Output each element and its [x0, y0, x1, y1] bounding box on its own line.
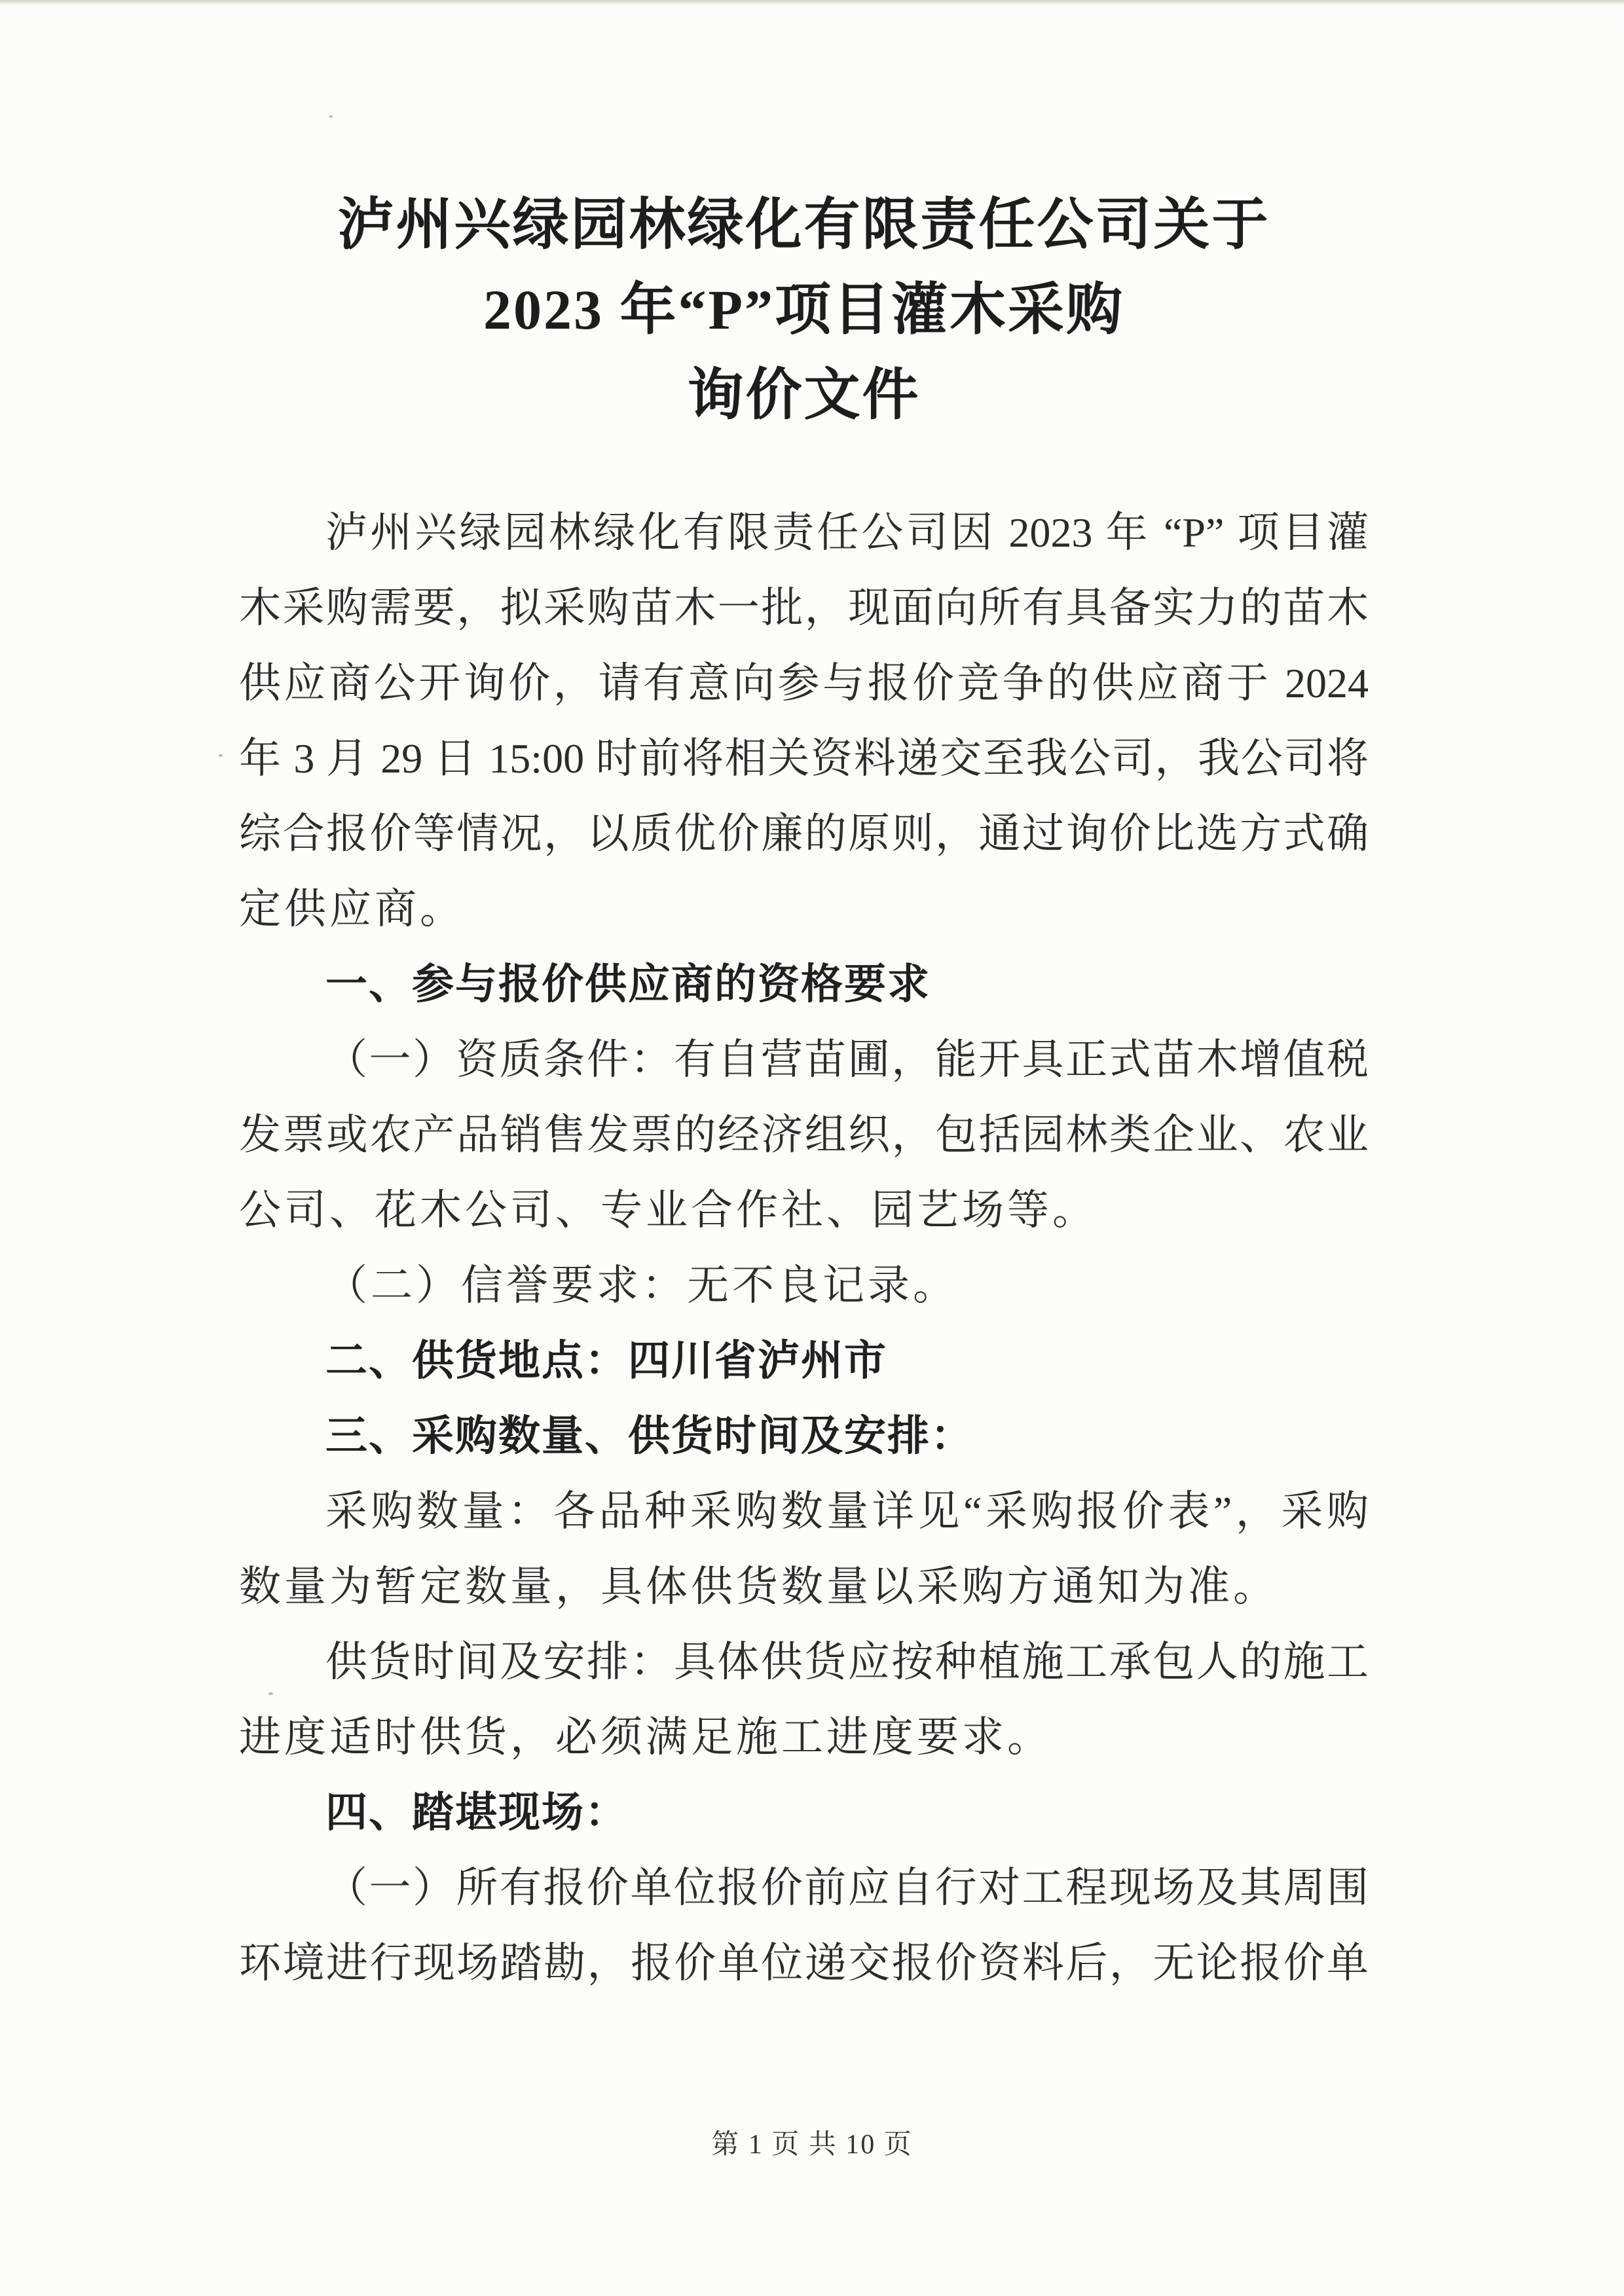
- body-line: 综合报价等情况，以质优价廉的原则，通过询价比选方式确: [239, 811, 1369, 857]
- body-line: 进度适时供货，必须满足施工进度要求。: [239, 1714, 1052, 1760]
- body-line: 发票或农产品销售发票的经济组织，包括园林类企业、农业: [239, 1112, 1369, 1158]
- title-line-2: 2023 年“P”项目灌木采购: [483, 278, 1125, 341]
- section-heading-4: 四、踏堪现场：: [325, 1789, 628, 1836]
- body-line: 年 3 月 29 日 15:00 时前将相关资料递交至我公司，我公司将: [239, 735, 1369, 782]
- section-heading-2: 二、供货地点：四川省泸州市: [325, 1338, 887, 1384]
- title-line-3: 询价文件: [687, 363, 921, 426]
- scan-edge-artifact: [0, 0, 1624, 5]
- page-number-label: 第 1 页 共 10 页: [711, 2130, 913, 2160]
- document-body: [239, 495, 1369, 2001]
- body-line: 木采购需要，拟采购苗木一批，现面向所有具备实力的苗木: [239, 585, 1369, 631]
- scan-speck: [219, 754, 223, 757]
- body-line: 数量为暂定数量，具体供货数量以采购方通知为准。: [239, 1563, 1278, 1610]
- body-line: 采购数量：各品种采购数量详见“采购报价表”，采购: [325, 1488, 1369, 1535]
- section-heading-1: 一、参与报价供应商的资格要求: [325, 961, 931, 1008]
- section-heading-3: 三、采购数量、供货时间及安排：: [325, 1413, 974, 1459]
- scan-speck: [329, 115, 333, 118]
- body-line: 定供应商。: [239, 886, 465, 932]
- body-line: 公司、花木公司、专业合作社、园艺场等。: [239, 1187, 1098, 1233]
- document-title: [239, 182, 1369, 437]
- body-line: （一）资质条件：有自营苗圃，能开具正式苗木增值税: [325, 1036, 1369, 1083]
- body-line: 泸州兴绿园林绿化有限责任公司因 2023 年 “P” 项目灌: [325, 509, 1369, 556]
- document-content: [239, 182, 1369, 2001]
- title-line-1: 泸州兴绿园林绿化有限责任公司关于: [337, 193, 1270, 256]
- body-line: 环境进行现场踏勘，报价单位递交报价资料后，无论报价单: [239, 1940, 1369, 1986]
- body-line: 供货时间及安排：具体供货应按种植施工承包人的施工: [325, 1639, 1369, 1685]
- body-line: （二）信誉要求：无不良记录。: [325, 1262, 958, 1309]
- body-line: （一）所有报价单位报价前应自行对工程现场及其周围: [325, 1865, 1369, 1911]
- body-line: 供应商公开询价，请有意向参与报价竞争的供应商于 2024: [239, 660, 1369, 706]
